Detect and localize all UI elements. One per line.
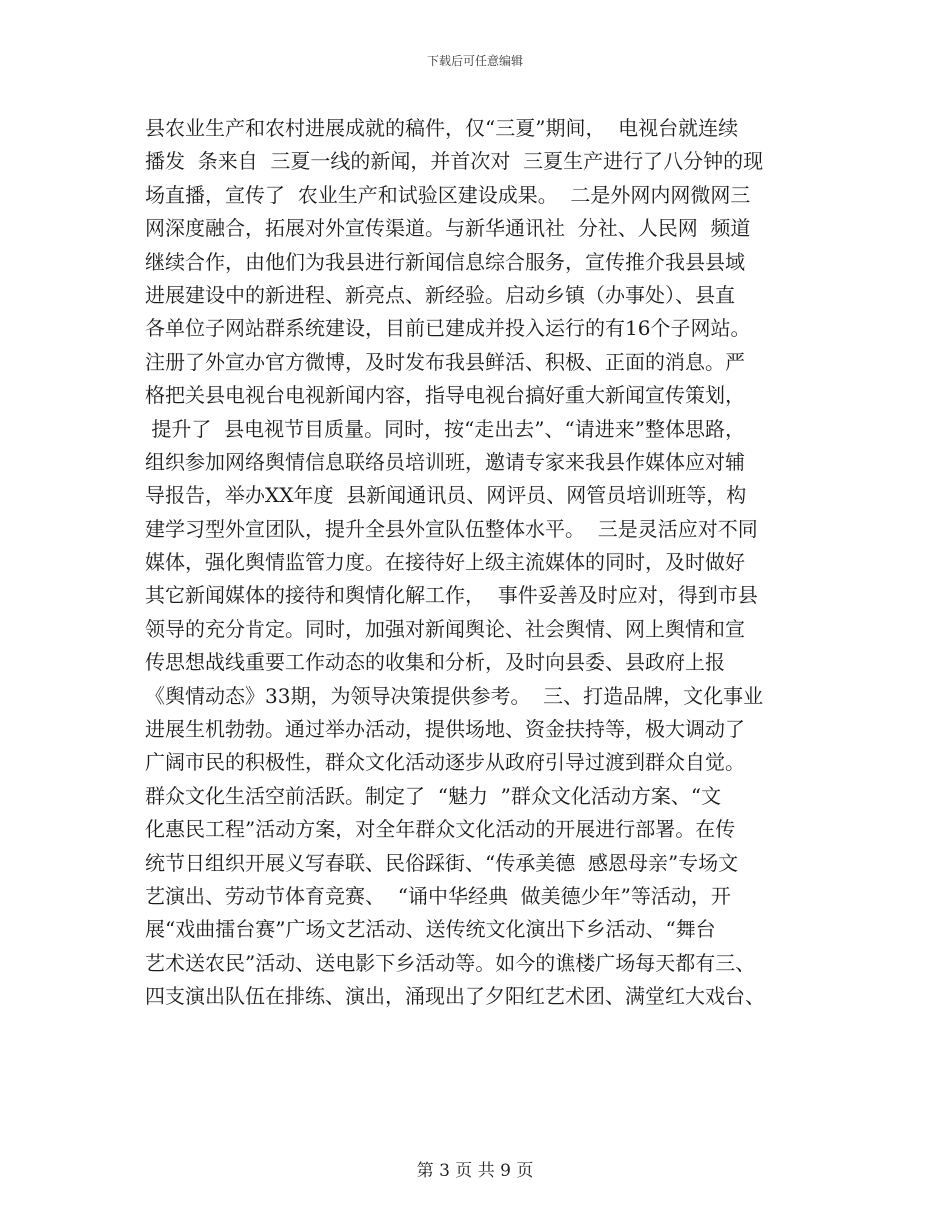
- text-line: 展“戏曲擂台赛”广场文艺活动、送传统文化演出下乡活动、“舞台: [145, 917, 716, 942]
- text-line: 注册了外宣办官方微博，及时发布我县鲜活、积极、正面的消息。严: [145, 349, 745, 374]
- text-line: 继续合作，由他们为我县进行新闻信息综合服务，宣传推介我县县域: [145, 249, 745, 274]
- text-line: 格把关县电视台电视新闻内容，指导电视台搞好重大新闻宣传策划，: [145, 383, 745, 408]
- text-line: 场直播，宣传了 农业生产和试验区建设成果。 二是外网内网微网三: [145, 182, 751, 207]
- text-line: 进展生机勃勃。通过举办活动，提供场地、资金扶持等，极大调动了: [145, 717, 745, 742]
- text-line: 进展建设中的新进程、新亮点、新经验。启动乡镇（办事处）、县直: [145, 282, 735, 307]
- text-line: 网深度融合，拓展对外宣传渠道。与新华通讯社 分社、人民网 频道: [145, 216, 751, 241]
- text-line: 艺术送农民”活动、送电影下乡活动等。如今的谯楼广场每天都有三、: [145, 950, 756, 975]
- text-line: 县农业生产和农村进展成就的稿件，仅“三夏”期间， 电视台就连续: [145, 116, 739, 140]
- text-line: 传思想战线重要工作动态的收集和分析，及时向县委、县政府上报: [145, 650, 725, 675]
- document-body: [145, 112, 825, 1014]
- text-line: 领导的充分肯定。同时，加强对新闻舆论、社会舆情、网上舆情和宣: [145, 616, 745, 641]
- text-line: 《舆情动态》33期，为领导决策提供参考。 三、打造品牌，文化事业: [145, 683, 764, 708]
- page-header-note: 下载后可任意编辑: [426, 54, 523, 68]
- text-line: 建学习型外宣团队，提升全县外宣队伍整体水平。 三是灵活应对不同: [145, 516, 758, 541]
- text-line: 群众文化生活空前活跃。制定了 “魅力 ”群众文化活动方案、“文: [145, 783, 722, 808]
- text-line: 其它新闻媒体的接待和舆情化解工作， 事件妥善及时应对，得到市县: [145, 583, 758, 608]
- text-line: 组织参加网络舆情信息联络员培训班，邀请专家来我县作媒体应对辅: [145, 449, 745, 474]
- text-line: 导报告，举办XX年度 县新闻通讯员、网评员、网管员培训班等，构: [145, 483, 747, 508]
- text-line: 统节日组织开展义写春联、民俗踩街、“传承美德 感恩母亲”专场文: [145, 850, 739, 875]
- text-line: 播发 条来自 三夏一线的新闻，并首次对 三夏生产进行了八分钟的现: [145, 149, 764, 174]
- page-number: 第 3 页 共 9 页: [416, 1161, 534, 1181]
- text-line: 化惠民工程”活动方案，对全年群众文化活动的开展进行部署。在传: [145, 817, 736, 842]
- text-line: 广阔市民的积极性，群众文化活动逐步从政府引导过渡到群众自觉。: [145, 750, 745, 775]
- text-line: 艺演出、劳动节体育竞赛、 “诵中华经典 做美德少年”等活动，开: [145, 883, 731, 908]
- text-line: 四支演出队伍在排练、演出，涌现出了夕阳红艺术团、满堂红大戏台、: [145, 984, 765, 1009]
- text-line: 提升了 县电视节目质量。同时，按“走出去”、“请进来”整体思路，: [145, 416, 745, 441]
- text-line: 各单位子网站群系统建设，目前已建成并投入运行的有16个子网站。: [145, 316, 751, 341]
- text-line: 媒体，强化舆情监管力度。在接待好上级主流媒体的同时，及时做好: [145, 550, 745, 575]
